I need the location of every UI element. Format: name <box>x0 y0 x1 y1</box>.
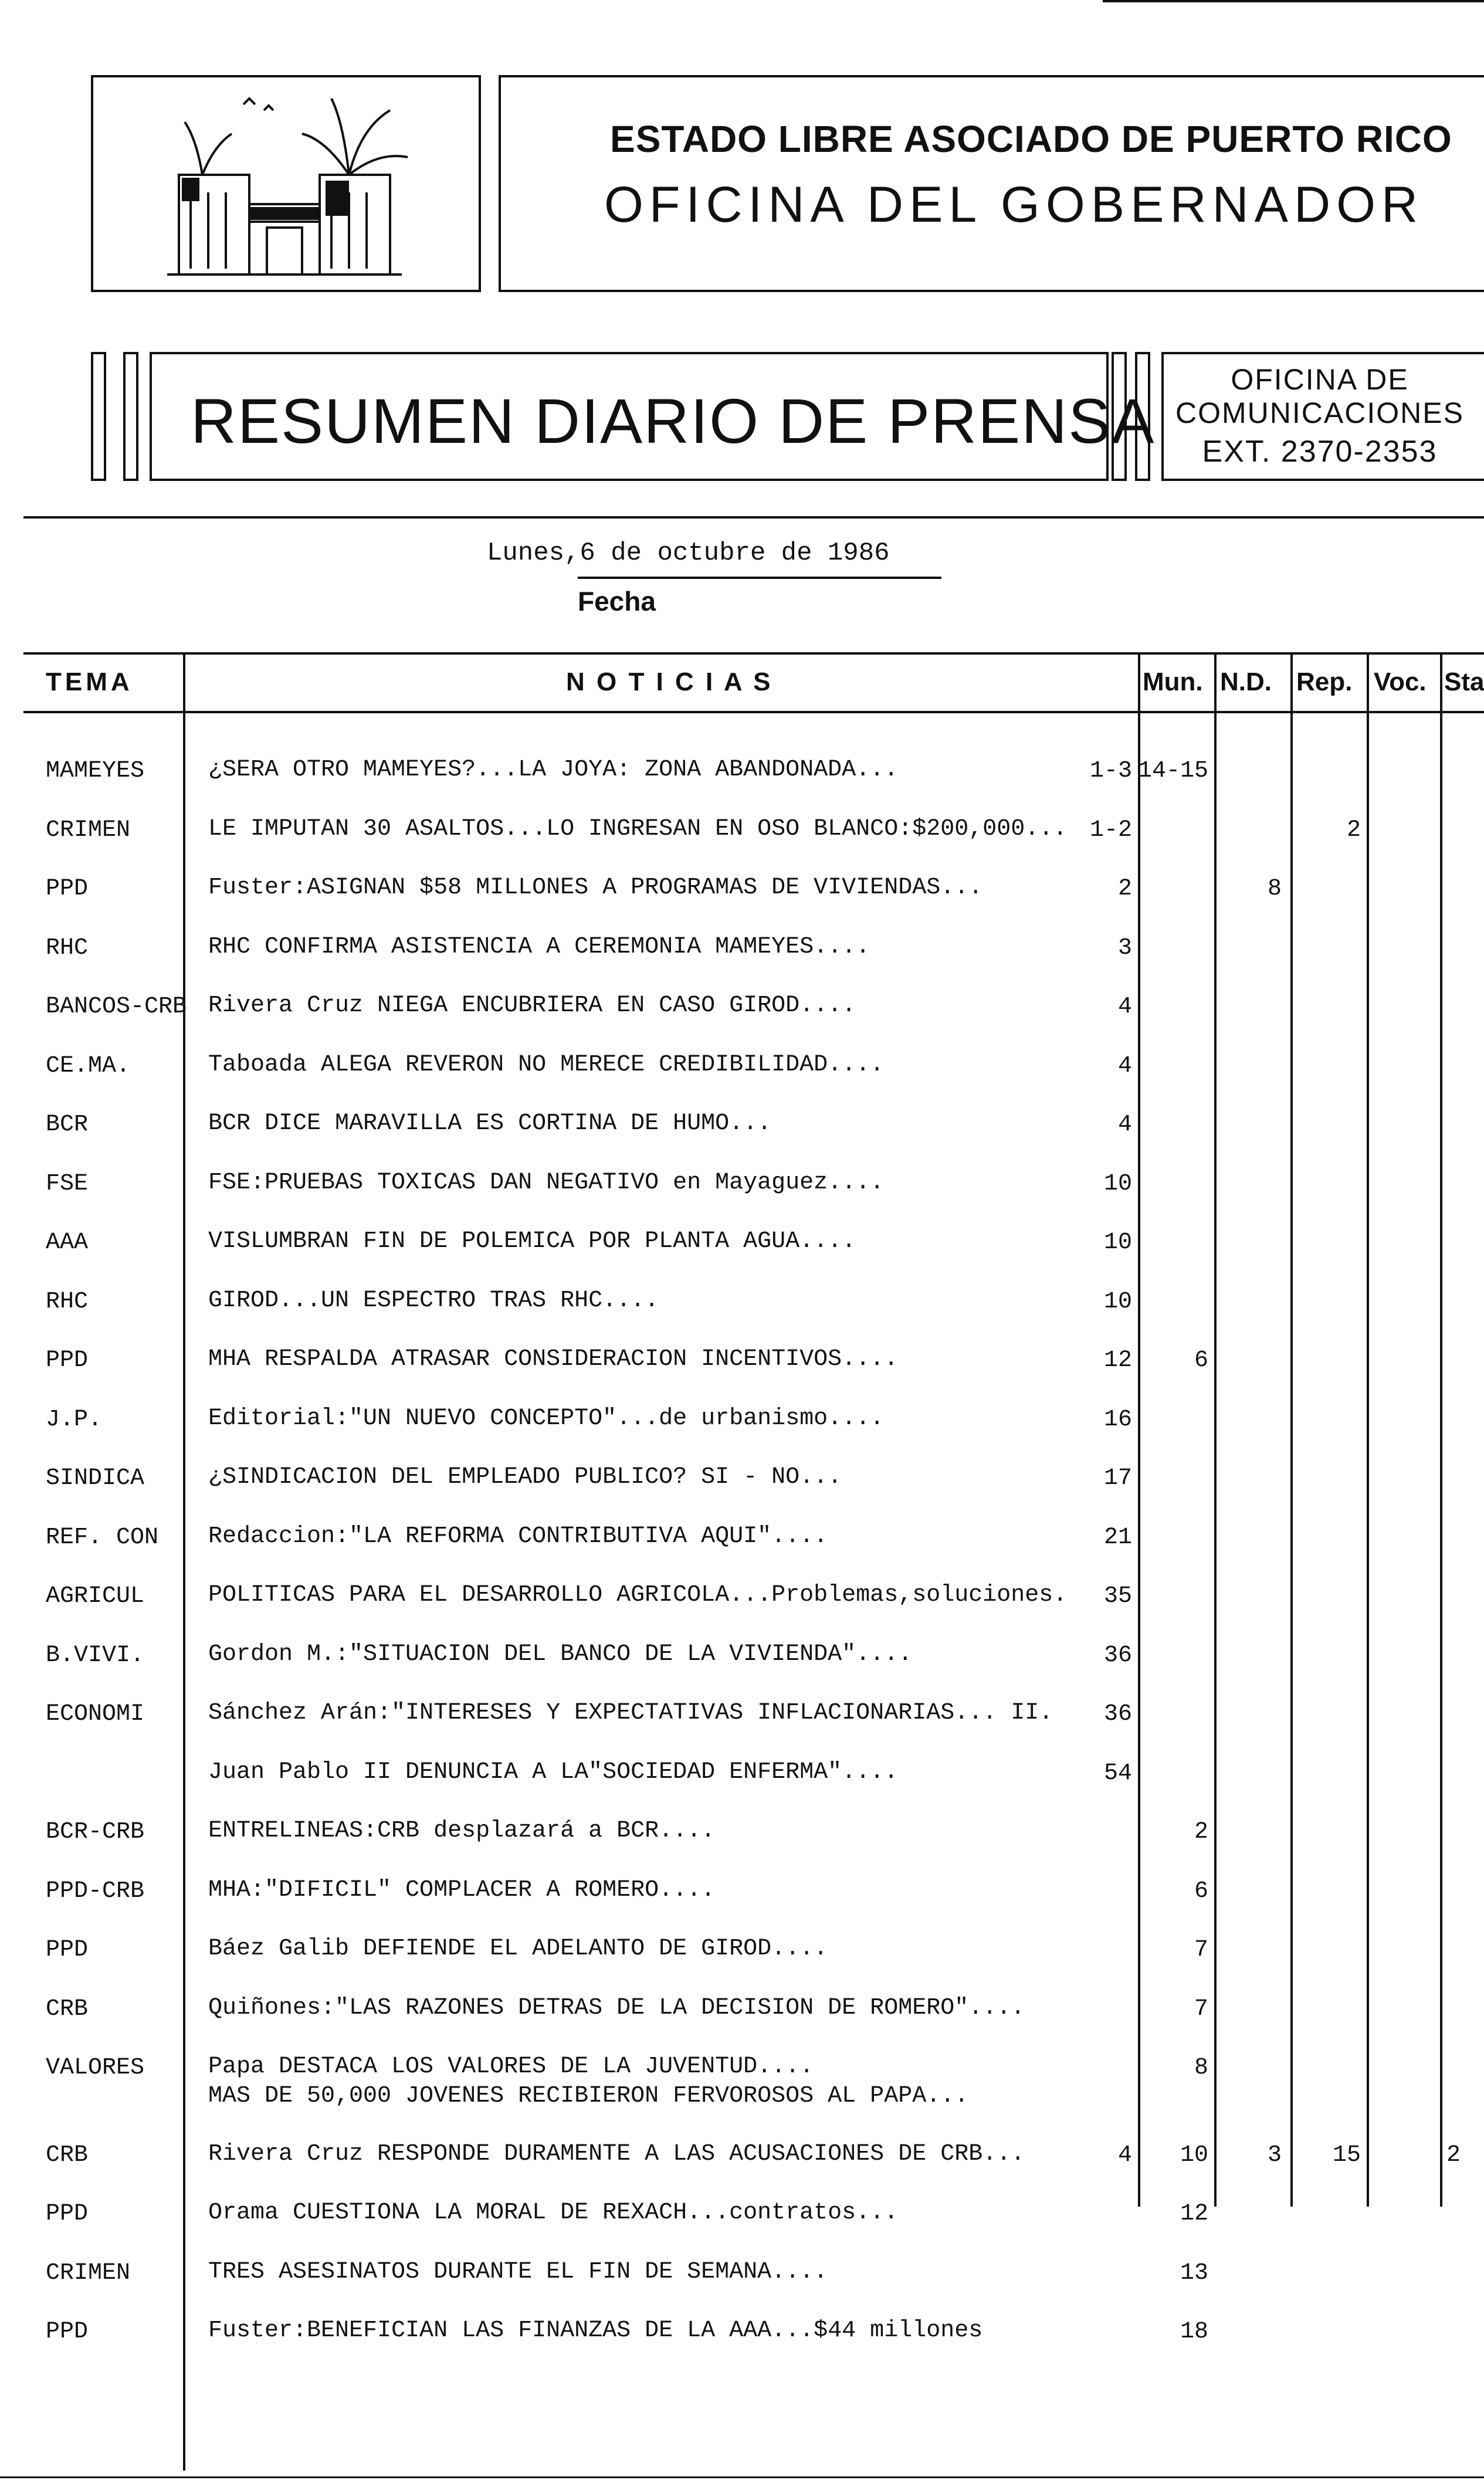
header-noticias: N O T I C I A S <box>566 668 773 696</box>
row-tema: AAA <box>46 1229 89 1256</box>
bottom-rule <box>0 2476 1484 2478</box>
column-divider-tema <box>183 652 185 2471</box>
column-divider-voc <box>1367 652 1369 2207</box>
header-separator <box>23 516 1484 519</box>
row-mun: 54 <box>1103 1760 1132 1787</box>
header-voc: Voc. <box>1374 668 1427 696</box>
row-nd: 2 <box>1194 1819 1208 1845</box>
row-rep: 3 <box>1267 2142 1282 2168</box>
header-mun: Mun. <box>1143 668 1203 696</box>
row-noticia: Báez Galib DEFIENDE EL ADELANTO DE GIROD.... <box>208 1936 828 1962</box>
table-top-rule <box>23 652 1484 655</box>
row-nd: 14-15 <box>1137 758 1208 784</box>
row-noticia: Orama CUESTIONA LA MORAL DE REXACH...contratos... <box>208 2200 899 2226</box>
row-tema: RHC <box>46 1288 89 1315</box>
row-tema: PPD-CRB <box>46 1878 145 1905</box>
date-label: Fecha <box>578 586 656 616</box>
row-mun: 1-3 <box>1089 758 1132 784</box>
row-mun: 10 <box>1103 1229 1132 1256</box>
row-mun: 12 <box>1103 1347 1132 1374</box>
header-tema: TEMA <box>46 668 133 696</box>
row-noticia: ENTRELINEAS:CRB desplazará a BCR.... <box>208 1818 716 1844</box>
row-noticia: GIROD...UN ESPECTRO TRAS RHC.... <box>208 1287 659 1314</box>
row-tema: PPD <box>46 2201 89 2227</box>
row-tema: AGRICUL <box>46 1583 145 1610</box>
row-voc: 2 <box>1346 816 1361 843</box>
row-nd: 13 <box>1180 2259 1208 2286</box>
row-sta: 2 <box>1446 2142 1461 2168</box>
row-mun: 2 <box>1117 876 1132 902</box>
row-noticia: MHA RESPALDA ATRASAR CONSIDERACION INCENTIVOS.... <box>208 1346 899 1373</box>
header-sta: Sta <box>1444 668 1484 696</box>
row-tema: PPD <box>46 1347 89 1374</box>
column-divider-mun <box>1138 652 1140 2207</box>
row-tema: REF. CON <box>46 1524 159 1551</box>
row-tema: FSE <box>46 1170 89 1197</box>
table-header-rule <box>23 711 1484 713</box>
fortaleza-logo-icon <box>155 87 414 280</box>
row-noticia: Fuster:BENEFICIAN LAS FINANZAS DE LA AAA...$44 millones <box>208 2317 983 2344</box>
row-tema: J.P. <box>46 1406 103 1433</box>
row-nd: 6 <box>1194 1347 1208 1374</box>
row-tema: CRIMEN <box>46 2259 131 2286</box>
row-noticia: Papa DESTACA LOS VALORES DE LA JUVENTUD.... MAS DE 50,000 JOVENES RECIBIERON FERVOROSOS AL PAPA... <box>208 2054 969 2109</box>
column-divider-sta <box>1440 652 1442 2207</box>
row-tema: BCR <box>46 1112 89 1138</box>
row-tema: CRB <box>46 2142 89 2168</box>
left-bar-outer <box>91 352 106 481</box>
row-tema: BCR-CRB <box>46 1819 145 1845</box>
row-tema: VALORES <box>46 2055 145 2081</box>
header-nd: N.D. <box>1220 668 1272 696</box>
row-noticia: VISLUMBRAN FIN DE POLEMICA POR PLANTA AGUA.... <box>208 1228 856 1255</box>
row-mun: 10 <box>1103 1170 1132 1197</box>
row-noticia: TRES ASESINATOS DURANTE EL FIN DE SEMANA.... <box>208 2258 828 2285</box>
comm-line-2: COMUNICACIONES <box>1175 397 1464 429</box>
comm-line-1: OFICINA DE <box>1231 363 1409 396</box>
row-tema: CRIMEN <box>46 816 131 843</box>
row-tema: CRB <box>46 1995 89 2022</box>
top-edge-rule <box>1103 0 1484 2</box>
row-noticia: Quiñones:"LAS RAZONES DETRAS DE LA DECISION DE ROMERO".... <box>208 1994 1025 2021</box>
row-mun: 3 <box>1117 934 1132 961</box>
row-nd: 18 <box>1180 2319 1208 2345</box>
row-noticia: ¿SINDICACION DEL EMPLEADO PUBLICO? SI - NO... <box>208 1464 842 1490</box>
date-underline <box>578 577 941 579</box>
row-nd: 8 <box>1194 2055 1208 2081</box>
row-tema: RHC <box>46 934 89 961</box>
row-tema: BANCOS-CRB <box>46 994 187 1020</box>
row-tema: SINDICA <box>46 1465 145 1492</box>
row-noticia: Redaccion:"LA REFORMA CONTRIBUTIVA AQUI".... <box>208 1523 828 1550</box>
comm-extension: EXT. 2370-2353 <box>1202 435 1438 469</box>
middle-bar-right <box>1135 352 1150 481</box>
row-mun: 21 <box>1103 1524 1132 1551</box>
row-noticia: BCR DICE MARAVILLA ES CORTINA DE HUMO... <box>208 1110 772 1137</box>
row-noticia: Taboada ALEGA REVERON NO MERECE CREDIBILIDAD.... <box>208 1051 885 1078</box>
row-nd: 10 <box>1180 2142 1208 2168</box>
row-rep: 8 <box>1267 876 1282 902</box>
header-rep: Rep. <box>1296 668 1353 696</box>
row-mun: 36 <box>1103 1642 1132 1669</box>
row-noticia: Rivera Cruz RESPONDE DURAMENTE A LAS ACUSACIONES DE CRB... <box>208 2140 1025 2167</box>
row-noticia: Rivera Cruz NIEGA ENCUBRIERA EN CASO GIROD.... <box>208 992 856 1019</box>
date-value: Lunes,6 de octubre de 1986 <box>487 538 890 568</box>
row-tema: PPD <box>46 2319 89 2345</box>
row-mun: 16 <box>1103 1406 1132 1433</box>
row-noticia: Juan Pablo II DENUNCIA A LA"SOCIEDAD ENFERMA".... <box>208 1758 899 1785</box>
row-voc: 15 <box>1332 2142 1361 2168</box>
row-nd: 7 <box>1194 1995 1208 2022</box>
row-mun: 4 <box>1117 994 1132 1020</box>
row-noticia: LE IMPUTAN 30 ASALTOS...LO INGRESAN EN OSO BLANCO:$200,000... <box>208 815 1068 842</box>
row-mun: 4 <box>1117 2142 1132 2168</box>
column-divider-nd <box>1214 652 1217 2207</box>
office-name: OFICINA DEL GOBERNADOR <box>604 177 1424 233</box>
row-nd: 6 <box>1194 1878 1208 1905</box>
column-divider-rep <box>1290 652 1293 2207</box>
row-noticia: Fuster:ASIGNAN $58 MILLONES A PROGRAMAS DE VIVIENDAS... <box>208 875 983 901</box>
row-mun: 1-2 <box>1089 816 1132 843</box>
row-tema: PPD <box>46 876 89 902</box>
row-nd: 7 <box>1194 1937 1208 1963</box>
row-mun: 4 <box>1117 1052 1132 1079</box>
row-tema: PPD <box>46 1937 89 1963</box>
row-mun: 35 <box>1103 1583 1132 1610</box>
row-noticia: FSE:PRUEBAS TOXICAS DAN NEGATIVO en Mayaguez.... <box>208 1169 885 1196</box>
row-mun: 10 <box>1103 1288 1132 1315</box>
row-mun: 36 <box>1103 1701 1132 1727</box>
row-nd: 12 <box>1180 2201 1208 2227</box>
row-noticia: ¿SERA OTRO MAMEYES?...LA JOYA: ZONA ABANDONADA... <box>208 757 899 783</box>
row-tema: ECONOMI <box>46 1701 145 1727</box>
page-title: RESUMEN DIARIO DE PRENSA <box>191 385 1156 456</box>
row-mun: 17 <box>1103 1465 1132 1492</box>
row-tema: CE.MA. <box>46 1052 131 1079</box>
left-bar-inner <box>123 352 138 481</box>
row-mun: 4 <box>1117 1112 1132 1138</box>
row-noticia: POLITICAS PARA EL DESARROLLO AGRICOLA...Problemas,soluciones. <box>208 1582 1068 1608</box>
row-tema: MAMEYES <box>46 758 145 784</box>
row-tema: B.VIVI. <box>46 1642 145 1669</box>
row-noticia: Editorial:"UN NUEVO CONCEPTO"...de urbanismo.... <box>208 1405 885 1432</box>
row-noticia: MHA:"DIFICIL" COMPLACER A ROMERO.... <box>208 1876 716 1903</box>
row-noticia: Sánchez Arán:"INTERESES Y EXPECTATIVAS INFLACIONARIAS... II. <box>208 1700 1053 1726</box>
middle-bar-left <box>1112 352 1127 481</box>
row-noticia: Gordon M.:"SITUACION DEL BANCO DE LA VIVIENDA".... <box>208 1641 913 1668</box>
state-name: ESTADO LIBRE ASOCIADO DE PUERTO RICO <box>610 118 1452 160</box>
row-noticia: RHC CONFIRMA ASISTENCIA A CEREMONIA MAMEYES.... <box>208 933 870 960</box>
